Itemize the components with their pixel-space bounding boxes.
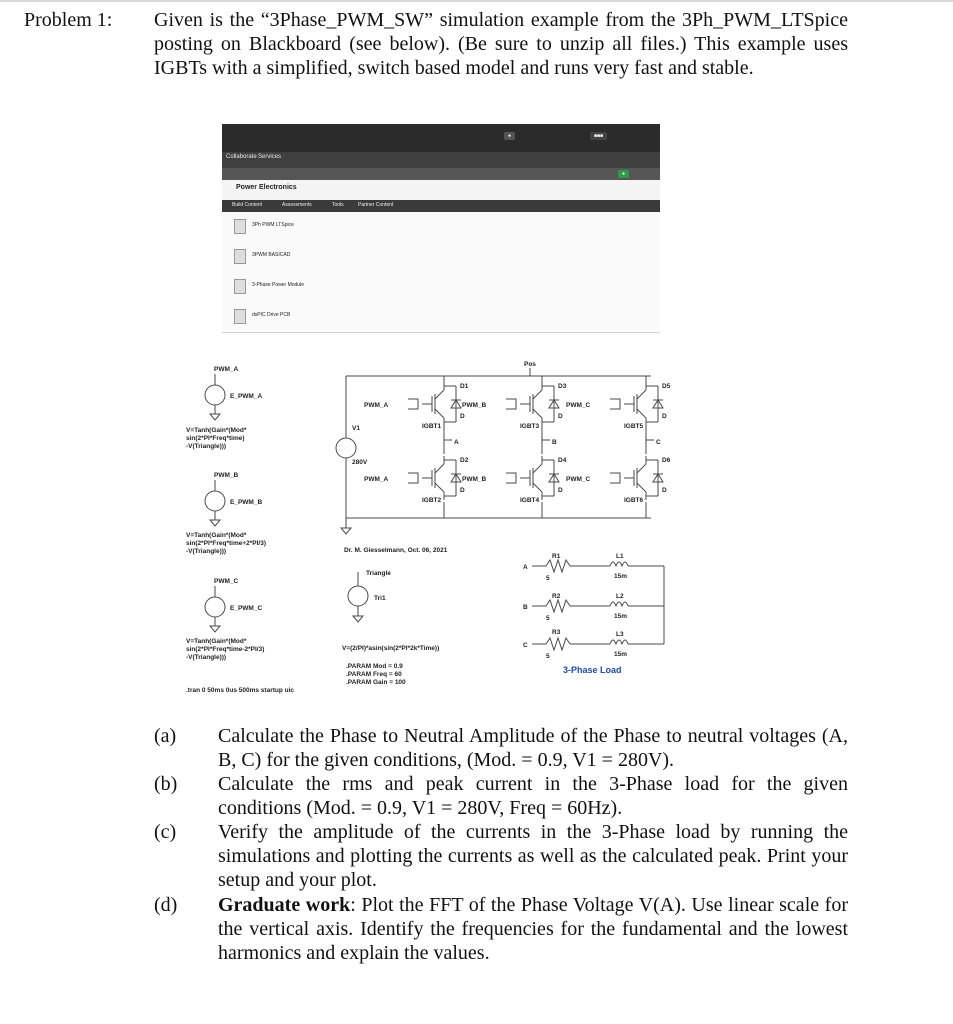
load-l-label: L1 <box>616 553 624 560</box>
question-label: (c) <box>154 821 177 843</box>
toolbar-item: Partner Content <box>358 202 394 208</box>
source-expr: -V(Triangle))) <box>186 548 227 555</box>
support-button: ● <box>504 132 515 140</box>
diode-name: D1 <box>460 383 469 390</box>
load-r-value: 5 <box>546 575 550 582</box>
igbt-gate-label: PWM_B <box>462 402 487 409</box>
triangle-node-label: Triangle <box>366 570 391 577</box>
blackboard-util-bar <box>222 168 660 180</box>
problem-intro: Given is the “3Phase_PWM_SW” simulation example from the 3Ph_PWM_LTSpice posting on Blackboard (see below). (Be sure to unzip all files.) This example uses IGBTs with a simplified, switch based model and runs very fast and stable. <box>154 9 848 79</box>
diode-name: D2 <box>460 457 469 464</box>
diode-pin-label: D <box>460 487 465 494</box>
load-r-value: 5 <box>546 653 550 660</box>
diode-pin-label: D <box>662 487 667 494</box>
nav-item: Collaborate <box>226 154 257 160</box>
file-icon <box>234 309 246 324</box>
file-icon <box>234 279 246 294</box>
load-l-value: 15m <box>614 573 628 580</box>
igbt-symbol <box>506 456 559 500</box>
blackboard-nav <box>222 152 660 168</box>
question-d-body: : Plot the FFT of the Phase Voltage V(A). Use linear scale for the vertical axis. Identify the frequencies for the fundamental and the lowest harmonics and explain the values. <box>218 894 848 964</box>
graduate-work-label: Graduate work <box>218 894 351 916</box>
toolbar-item: Tools <box>332 202 344 208</box>
question-text: Calculate the Phase to Neutral Amplitude of the Phase to neutral voltages (A, B, C) for the given conditions, (Mod. = 0.9, V1 = 280V). <box>218 725 848 771</box>
phase-node-label: A <box>454 439 459 446</box>
load-title: 3-Phase Load <box>563 665 622 675</box>
file-icon <box>234 249 246 264</box>
igbt-gate-label: PWM_C <box>566 402 591 409</box>
edit-mode-toggle: ● <box>618 170 629 178</box>
igbt-gate-label: PWM_A <box>364 402 389 409</box>
load-r-label: R3 <box>552 629 561 636</box>
file-row <box>222 242 660 273</box>
igbt-name: IGBT4 <box>520 497 540 504</box>
inverter-legs <box>364 376 671 518</box>
toolbar-item: Build Content <box>232 202 263 208</box>
diode-name: D5 <box>662 383 671 390</box>
file-name: 3-Phase Power Module <box>252 282 304 288</box>
load-r-label: R2 <box>552 593 561 600</box>
param-gain: .PARAM Gain = 100 <box>346 679 406 686</box>
source-expr: -V(Triangle))) <box>186 443 227 450</box>
author-label: Dr. M. Giesselmann, Oct. 06, 2021 <box>344 547 448 554</box>
diode-pin-label: D <box>558 413 563 420</box>
question-text: Calculate the rms and peak current in the 3-Phase load for the given conditions (Mod. = 0.9, V1 = 280V, Freq = 60Hz). <box>218 773 848 819</box>
igbt-name: IGBT6 <box>624 497 644 504</box>
question-text <box>218 893 848 965</box>
user-menu: ■■■ <box>590 132 607 140</box>
load-l-value: 15m <box>614 613 628 620</box>
source-expr: sin(2*PI*Freq*time+2*PI/3) <box>186 540 267 547</box>
tran-directive: .tran 0 50ms 0us 500ms startup uic <box>186 687 295 694</box>
igbt-symbol <box>610 382 663 426</box>
igbt-name: IGBT5 <box>624 423 644 430</box>
igbt-name: IGBT3 <box>520 423 540 430</box>
content-toolbar <box>222 200 660 212</box>
phase-node-label: B <box>552 439 557 446</box>
top-rule <box>0 0 953 2</box>
question-label: (b) <box>154 773 178 795</box>
file-name: 3PWM BASICAD <box>252 252 291 258</box>
question-label: (a) <box>154 725 177 747</box>
diode-pin-label: D <box>662 413 667 420</box>
file-icon <box>234 219 246 234</box>
leg-wires <box>542 376 550 518</box>
leg-wires <box>444 376 452 518</box>
problem-label: Problem 1: <box>24 9 113 31</box>
load-node-label: A <box>523 564 528 571</box>
param-freq: .PARAM Freq = 60 <box>346 671 402 678</box>
igbt-symbol <box>408 456 461 500</box>
diode-name: D3 <box>558 383 567 390</box>
load-l-label: L2 <box>616 593 624 600</box>
ltspice-schematic <box>186 358 686 698</box>
source-expr: sin(2*PI*Freq*time) <box>186 435 245 442</box>
v1-value: 280V <box>352 459 368 466</box>
nav-item: Services <box>258 154 282 160</box>
pos-node-label: Pos <box>524 361 536 368</box>
source-name: E_PWM_C <box>230 605 263 612</box>
leg-wires <box>646 376 654 518</box>
load-r-label: R1 <box>552 553 561 560</box>
source-expr: V=Tanh(Gain*(Mod* <box>186 532 247 539</box>
load-node-label: C <box>523 642 528 649</box>
file-row <box>222 302 660 333</box>
question-label: (d) <box>154 894 178 916</box>
source-node-label: PWM_A <box>214 366 239 373</box>
igbt-symbol <box>408 382 461 426</box>
file-row <box>222 272 660 303</box>
igbt-symbol <box>506 382 559 426</box>
igbt-gate-label: PWM_A <box>364 476 389 483</box>
file-name: dsPIC Drive PCB <box>252 312 291 318</box>
source-name: E_PWM_B <box>230 499 263 506</box>
source-expr: V=Tanh(Gain*(Mod* <box>186 638 247 645</box>
igbt-name: IGBT1 <box>422 423 442 430</box>
igbt-name: IGBT2 <box>422 497 442 504</box>
load-node-label: B <box>523 604 528 611</box>
diode-pin-label: D <box>558 487 563 494</box>
toolbar-item: Assessments <box>282 202 312 208</box>
blackboard-top-bar <box>222 124 660 152</box>
source-name: E_PWM_A <box>230 393 263 400</box>
igbt-gate-label: PWM_C <box>566 476 591 483</box>
file-row <box>222 212 660 243</box>
v1-name: V1 <box>352 425 360 432</box>
source-expr: sin(2*PI*Freq*time-2*PI/3) <box>186 646 265 653</box>
question-text: Verify the amplitude of the currents in the 3-Phase load by running the simulations and plotting the currents as well as the calculated peak. Print your setup and your plot. <box>218 821 848 891</box>
source-expr: V=Tanh(Gain*(Mod* <box>186 427 247 434</box>
load-l-label: L3 <box>616 631 624 638</box>
course-title: Power Electronics <box>236 184 297 191</box>
source-node-label: PWM_C <box>214 578 239 585</box>
source-node-label: PWM_B <box>214 472 239 479</box>
blackboard-screenshot <box>222 124 660 329</box>
tri-expr: V=(2/PI)*asin(sin(2*PI*2k*Time)) <box>342 645 440 652</box>
igbt-gate-label: PWM_B <box>462 476 487 483</box>
load-r-value: 5 <box>546 615 550 622</box>
diode-name: D6 <box>662 457 671 464</box>
diode-name: D4 <box>558 457 567 464</box>
diode-pin-label: D <box>460 413 465 420</box>
file-name: 3Ph PWM LTSpice <box>252 222 294 228</box>
igbt-symbol <box>610 456 663 500</box>
source-expr: -V(Triangle))) <box>186 654 227 661</box>
tri-source-name: Tri1 <box>374 595 386 602</box>
load-l-value: 15m <box>614 651 628 658</box>
phase-node-label: C <box>656 439 661 446</box>
param-mod: .PARAM Mod = 0.9 <box>346 663 403 670</box>
